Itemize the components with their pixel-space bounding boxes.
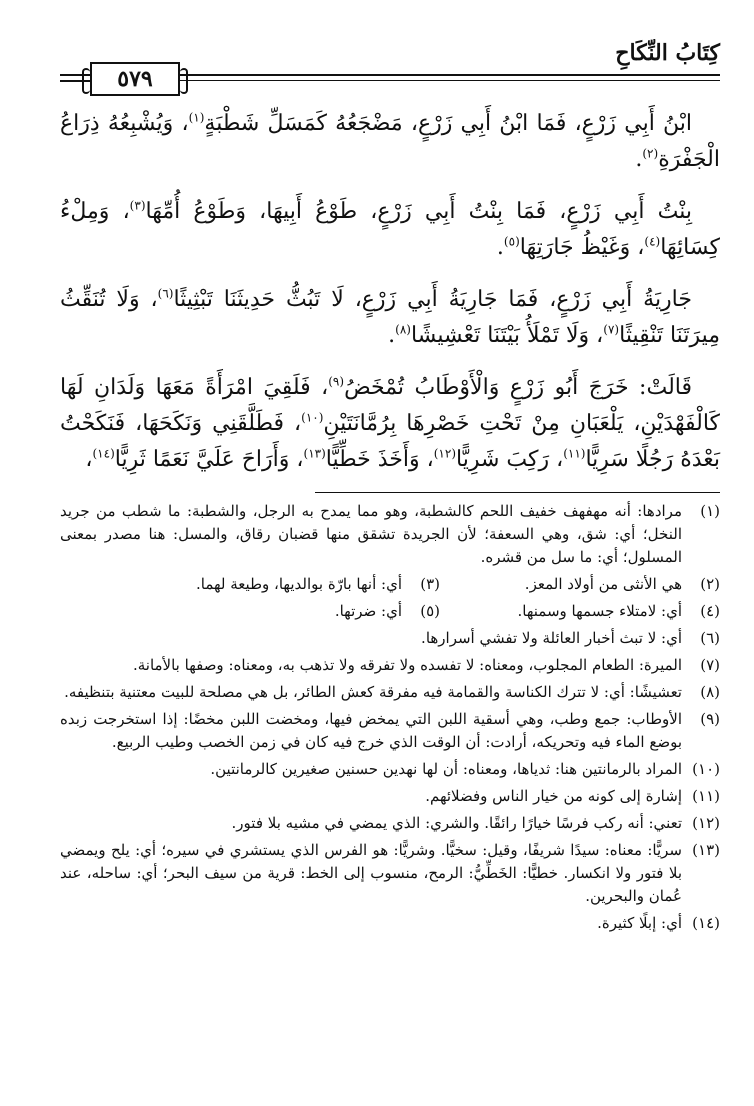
paragraph-4	[60, 370, 720, 478]
footnote-divider	[315, 492, 720, 493]
footnote-pair-2-3	[60, 573, 720, 596]
paragraph-1	[60, 106, 720, 178]
paragraph-2	[60, 194, 720, 266]
footnote-ref: (٣)	[129, 198, 146, 213]
footnote-ref: (٥)	[503, 234, 520, 249]
footnote-ref: (٧)	[603, 322, 620, 337]
footnote-ref: (١٠)	[301, 410, 324, 425]
footnote-8	[60, 681, 720, 704]
paragraph-text: ، رَكِبَ شَرِيًّا	[456, 447, 564, 472]
footnote-number: (٩)	[700, 710, 720, 728]
page-header	[60, 40, 720, 92]
paragraph-text: ، وَلَا تَمْلَأُ بَيْتَنَا تَعْشِيشًا	[410, 323, 604, 348]
footnote-text: هي الأنثى من أولاد المعز.	[524, 575, 682, 593]
footnote-ref: (٢)	[642, 146, 659, 161]
paragraph-3	[60, 282, 720, 354]
paragraph-text: جَارِيَةُ أَبِي زَرْعٍ، فَمَا جَارِيَةُ أَبِي زَرْعٍ، لَا تَبُثُّ حَدِيثَنَا تَبْثِيثًا	[173, 287, 692, 312]
footnote-number: (١٤)	[692, 914, 720, 932]
footnote-text: أي: ضرتها.	[334, 602, 402, 620]
footnote-12	[60, 812, 720, 835]
footnote-5	[160, 600, 440, 623]
footnote-number: (٨)	[700, 683, 720, 701]
footnotes	[60, 500, 720, 939]
footnote-text: سريًّا: معناه: سيدًا شريفًا، وقيل: سخيًّا. وشريًّا: هو الفرس الذي يستشري في سيره؛ أي: يلح ويمضي بلا فتور ولا انكسار. خطيًّا: الخَطِّيُّ: الرمح، منسوب إلى الخط: قرية من سيف البحر؛ أي: ساحله، عند عُمان والبحرين.	[60, 841, 682, 905]
paragraph-text: ،	[85, 447, 93, 472]
footnote-number: (١٢)	[692, 814, 720, 832]
footnote-number: (١)	[700, 502, 720, 520]
paragraph-text: قَالَتْ: خَرَجَ أَبُو زَرْعٍ وَالْأَوْطَابُ تُمْخَضُ	[344, 375, 692, 400]
footnote-13	[60, 839, 720, 908]
paragraph-text: ، فَلَقِيَ امْرَأَةً مَعَهَا وَلَدَانِ لَهَا كَالْفَهْدَيْنِ، يَلْعَبَانِ مِنْ تَحْتِ خَصْرِهَا بِرُمَّانَتَيْنِ	[60, 375, 720, 436]
paragraph-text: ، وَمِلْءُ كِسَائِهَا	[60, 199, 720, 260]
footnote-number: (٤)	[700, 602, 720, 620]
footnote-ref: (١٣)	[303, 446, 326, 461]
footnote-text: تعشيشًا: أي: لا تترك الكناسة والقمامة فيه مفرقة كعش الطائر، بل هي مصلحة للبيت معتنية بتنظيفه.	[64, 683, 682, 701]
footnote-3	[160, 573, 440, 596]
paragraph-text: .	[635, 147, 643, 172]
main-text	[60, 106, 720, 494]
footnote-text: الأوطاب: جمع وطب، وهي أسقية اللبن التي يمخض فيها، ومخضت اللبن مخضًا: إذا استخرجت زبده بوضع الماء فيه وتحريكه، أرادت: أن الوقت الذي خرج فيه كان في زمن الخصب وطيب الربيع.	[60, 710, 682, 751]
header-rule-lower	[180, 80, 720, 81]
page-number: ٥٧٩	[90, 62, 180, 96]
paragraph-text: .	[496, 235, 504, 260]
footnote-9	[60, 708, 720, 754]
footnote-ref: (٨)	[395, 322, 411, 337]
footnote-text: الميرة: الطعام المجلوب، ومعناه: لا تفسده ولا تفرقه ولا تذهب به، ومعناه: وصفها بالأمانة.	[132, 656, 682, 674]
footnote-number: (٣)	[420, 575, 440, 593]
paragraph-text: ، وَيُشْبِعُهُ ذِرَاعُ الْجَفْرَةِ	[60, 111, 720, 172]
paragraph-text: ، وَلَا تُنَقِّثُ مِيرَتَنَا تَنْقِيثًا	[60, 287, 720, 348]
footnote-text: المراد بالرمانتين هنا: ثدياها، ومعناه: أن لها نهدين حسنين صغيرين كالرمانتين.	[210, 760, 682, 778]
footnote-ref: (١١)	[563, 446, 586, 461]
footnote-4	[440, 600, 720, 623]
footnote-ref: (١٢)	[433, 446, 456, 461]
footnote-ref: (٤)	[644, 234, 661, 249]
footnote-text: إشارة إلى كونه من خيار الناس وفضلائهم.	[425, 787, 682, 805]
footnote-number: (١١)	[692, 787, 720, 805]
footnote-text: أي: إبلًا كثيرة.	[597, 914, 682, 932]
footnote-pair-4-5	[60, 600, 720, 623]
footnote-number: (٦)	[700, 629, 720, 647]
footnote-number: (١٣)	[692, 841, 720, 859]
footnote-1	[60, 500, 720, 569]
footnote-11	[60, 785, 720, 808]
footnote-text: أي: لامتلاء جسمها وسمنها.	[517, 602, 682, 620]
footnote-ref: (٩)	[328, 374, 345, 389]
paragraph-text: ، وَغَيْظُ جَارَتِهَا	[519, 235, 645, 260]
footnote-ref: (١٤)	[92, 446, 115, 461]
paragraph-text: .	[388, 323, 396, 348]
footnote-text: تعني: أنه ركب فرسًا خيارًا رائقًا. والشري: الذي يمضي في مشيه بلا فتور.	[231, 814, 682, 832]
footnote-text: مرادها: أنه مهفهف خفيف اللحم كالشطبة، وهو مما يمدح به الرجل، والشطبة: ما شطب من جريد النخل؛ أي: شق، وهي السعفة؛ لأن الجريدة تشقق منها قضبان رقاق، والمسل: هنا مصدر بمعنى المسلول؛ أي: ما سل من قشره.	[60, 502, 682, 566]
footnote-text: أي: أنها بارّة بوالديها، وطيعة لهما.	[196, 575, 402, 593]
book-title: كِتَابُ النِّكَاحِ	[615, 40, 720, 66]
footnote-number: (١٠)	[692, 760, 720, 778]
paragraph-text: ابْنُ أَبِي زَرْعٍ، فَمَا ابْنُ أَبِي زَرْعٍ، مَضْجَعُهُ كَمَسَلِّ شَطْبَةٍ	[204, 111, 692, 136]
footnote-2	[440, 573, 720, 596]
paragraph-text: ، فَطَلَّقَنِي وَنَكَحَهَا، فَنَكَحْتُ بَعْدَهُ رَجُلًا سَرِيًّا	[60, 411, 720, 472]
footnote-ref: (٦)	[157, 286, 174, 301]
footnote-number: (٥)	[420, 602, 440, 620]
footnote-7	[60, 654, 720, 677]
footnote-10	[60, 758, 720, 781]
footnote-text: أي: لا تبث أخبار العائلة ولا تفشي أسرارها.	[421, 629, 682, 647]
footnote-ref: (١)	[188, 110, 205, 125]
paragraph-text: بِنْتُ أَبِي زَرْعٍ، فَمَا بِنْتُ أَبِي زَرْعٍ، طَوْعُ أَبِيهَا، وَطَوْعُ أُمِّهَا	[145, 199, 692, 224]
paragraph-text: ، وَأَرَاحَ عَلَيَّ نَعَمًا ثَرِيًّا	[114, 447, 304, 472]
footnote-number: (٢)	[700, 575, 720, 593]
paragraph-text: ، وَأَخَذَ خَطِّيًّا	[325, 447, 434, 472]
footnote-number: (٧)	[700, 656, 720, 674]
footnote-14	[60, 912, 720, 935]
footnote-6	[60, 627, 720, 650]
